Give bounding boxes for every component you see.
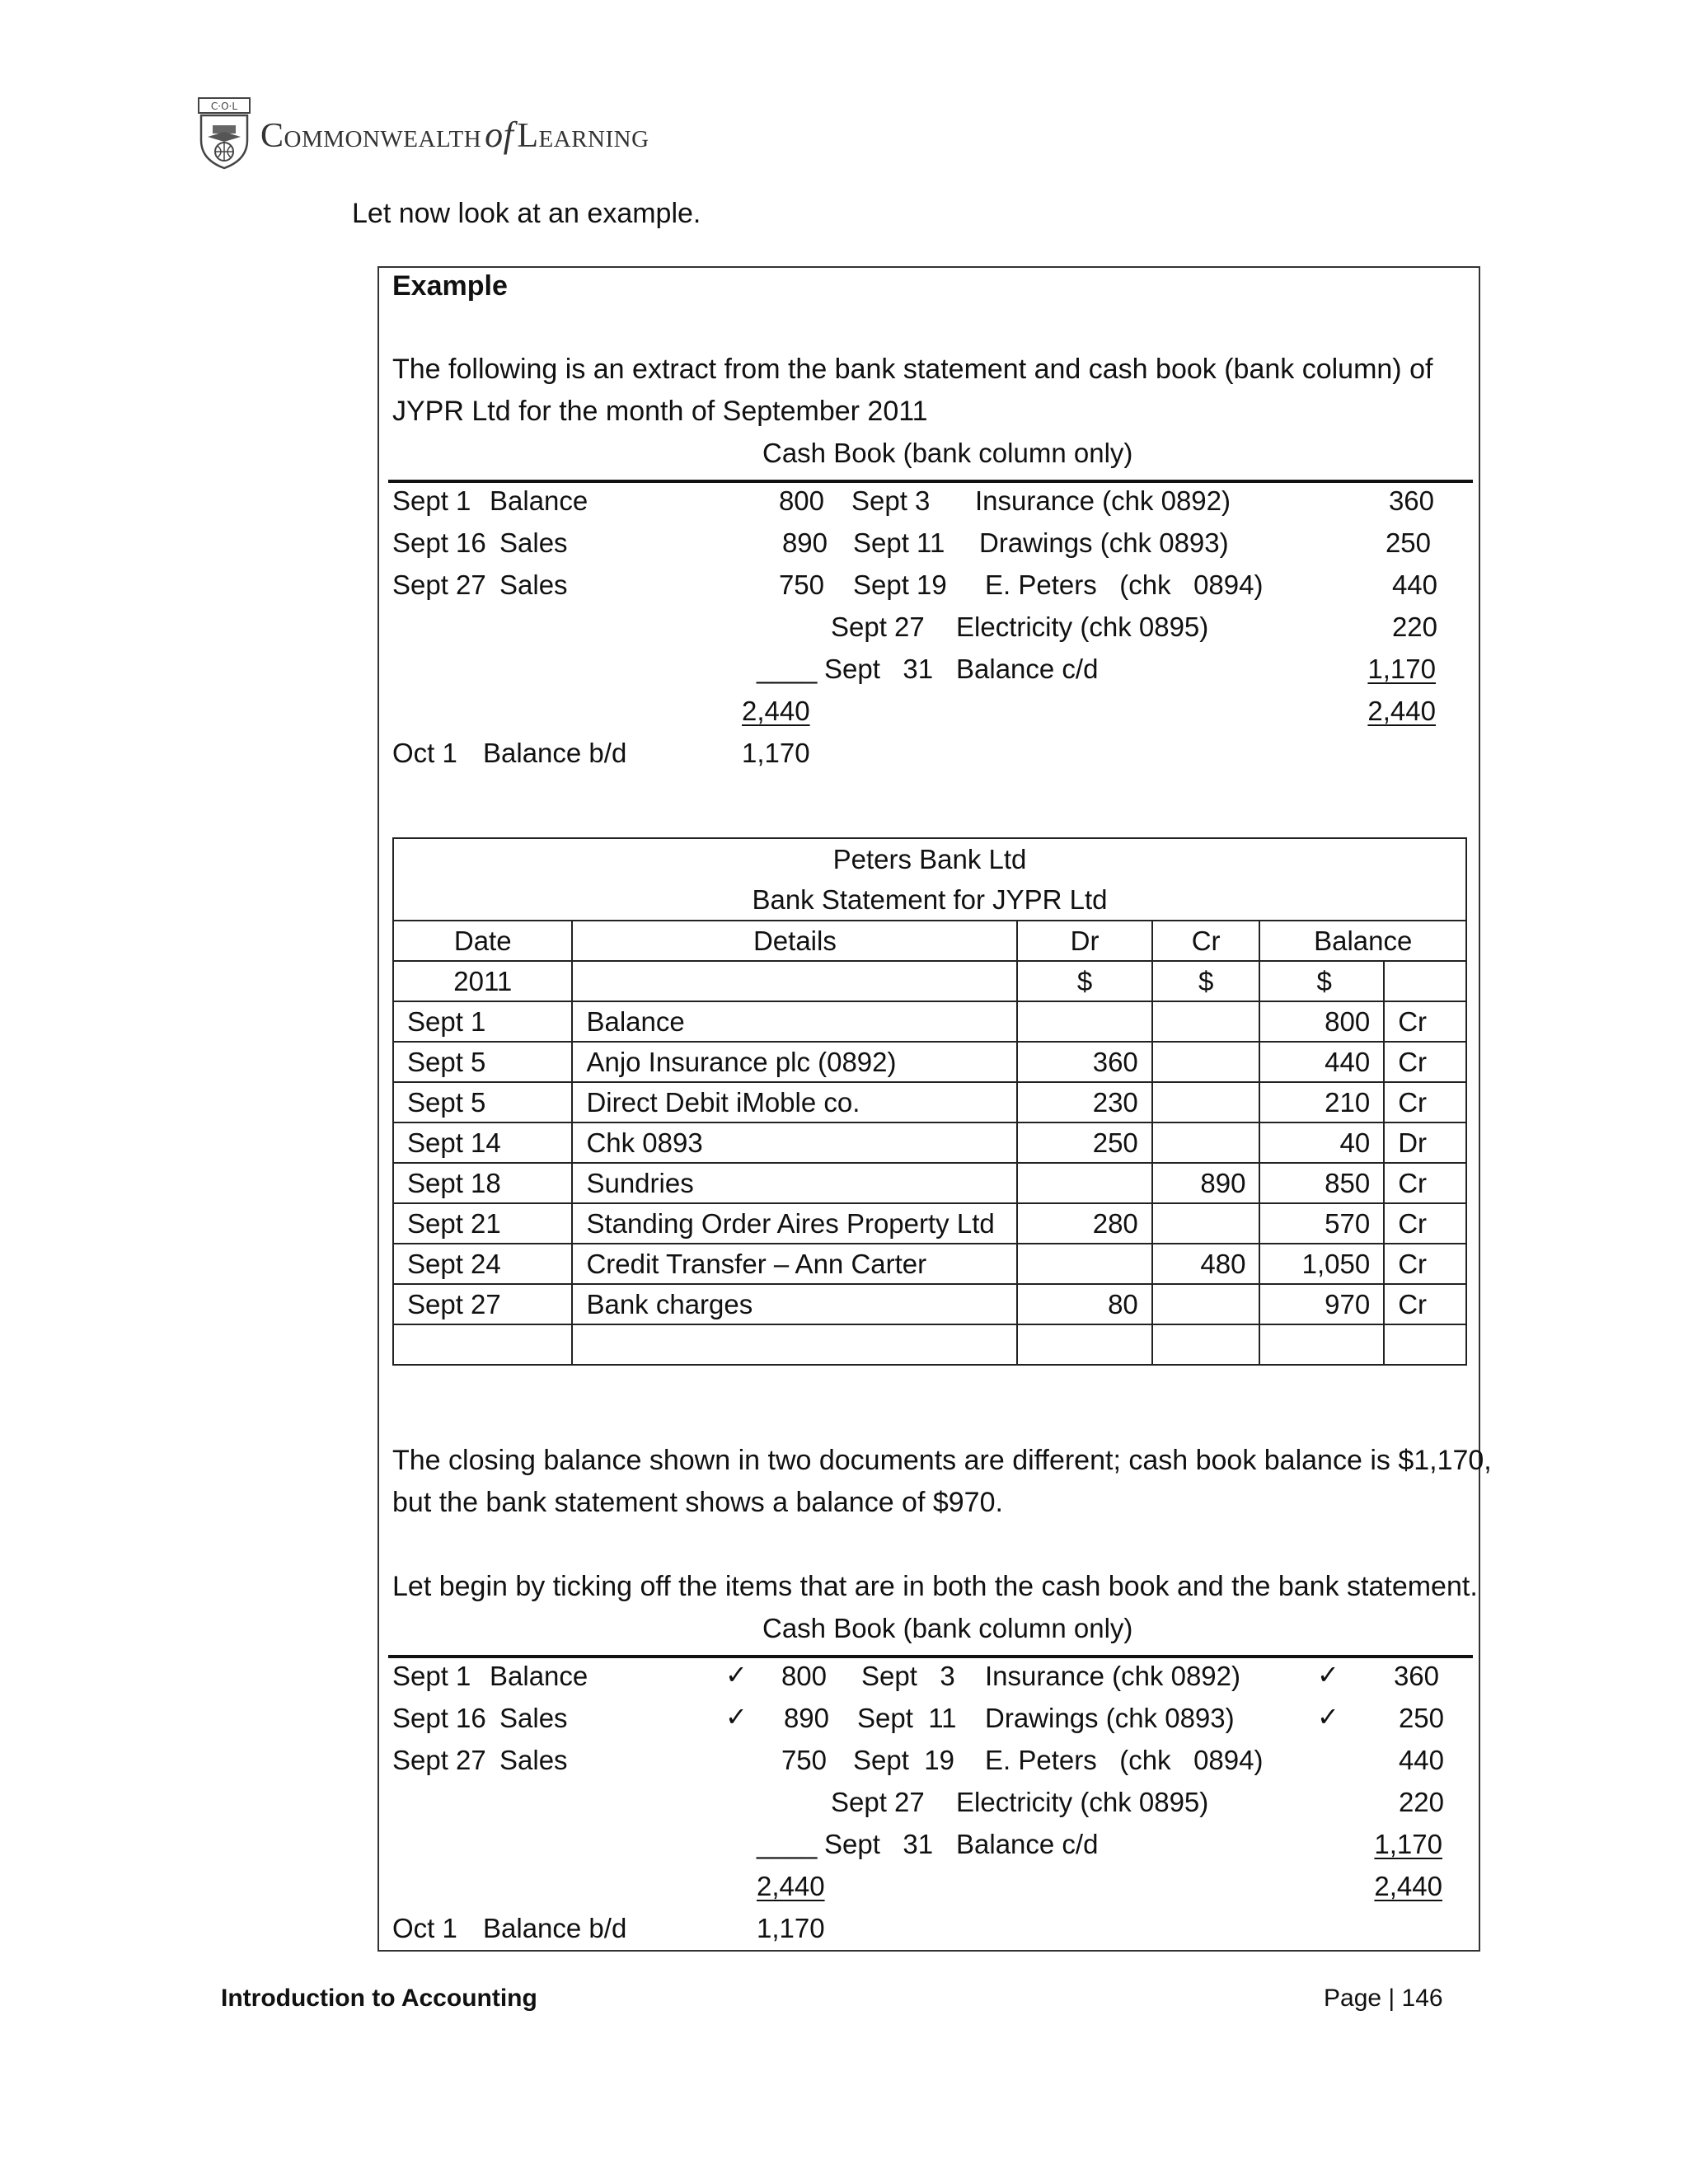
cb1-bd-date: Oct 1 bbox=[392, 738, 457, 768]
row-cr bbox=[1152, 1042, 1260, 1082]
row-side: Cr bbox=[1384, 1042, 1466, 1082]
cb2-debit-date-1: Sept 16 bbox=[392, 1703, 486, 1733]
row-dr: 80 bbox=[1017, 1284, 1151, 1324]
cb1-total-debit: 2,440 bbox=[742, 696, 810, 726]
row-cr bbox=[1152, 1082, 1260, 1122]
row-balance: 850 bbox=[1259, 1163, 1384, 1203]
row-balance: 440 bbox=[1259, 1042, 1384, 1082]
row-side: Cr bbox=[1384, 1284, 1466, 1324]
row-side: Cr bbox=[1384, 1001, 1466, 1042]
cb1-debit-amount-1: 890 bbox=[781, 527, 828, 558]
row-details: Balance bbox=[572, 1001, 1017, 1042]
row-balance: 970 bbox=[1259, 1284, 1384, 1324]
closing-line1: The closing balance shown in two documents are different; cash book balance is $1,170, bbox=[392, 1445, 1492, 1476]
cb1-debit-desc-1: Sales bbox=[499, 527, 568, 558]
cb1-credit-desc-4: Balance c/d bbox=[956, 654, 1099, 684]
row-date: Sept 18 bbox=[393, 1163, 572, 1203]
col-logo-text bbox=[260, 114, 649, 156]
row-cr: 480 bbox=[1152, 1244, 1260, 1284]
cb1-debit-amount-0: 800 bbox=[778, 485, 824, 516]
row-cr: 890 bbox=[1152, 1163, 1260, 1203]
bank-subheader-details bbox=[572, 961, 1017, 1001]
table-row bbox=[393, 1284, 1466, 1324]
check-mark-icon: ✓ bbox=[725, 1701, 748, 1732]
cb2-total-debit: 2,440 bbox=[757, 1871, 825, 1901]
row-dr: 360 bbox=[1017, 1042, 1151, 1082]
cb2-credit-date-1: Sept 11 bbox=[857, 1703, 957, 1733]
row-balance bbox=[1259, 1324, 1384, 1365]
table-row bbox=[393, 1001, 1466, 1042]
cb2-debit-desc-0: Balance bbox=[490, 1661, 588, 1691]
row-side bbox=[1384, 1324, 1466, 1365]
row-side: Cr bbox=[1384, 1244, 1466, 1284]
bank-subheader-cr: $ bbox=[1152, 961, 1260, 1001]
bank-subheader-side bbox=[1384, 961, 1466, 1001]
table-row bbox=[393, 1244, 1466, 1284]
bank-header-date: Date bbox=[393, 921, 572, 961]
cb1-credit-desc-2: E. Peters (chk 0894) bbox=[985, 569, 1264, 600]
cb1-total-credit: 2,440 bbox=[1367, 696, 1436, 726]
closing-line2: but the bank statement shows a balance of $970. bbox=[392, 1487, 1003, 1518]
bank-subheader-balance: $ bbox=[1259, 961, 1384, 1001]
bank-header-balance: Balance bbox=[1259, 921, 1466, 961]
row-dr: 280 bbox=[1017, 1203, 1151, 1244]
cb1-debit-amount-2: 750 bbox=[778, 569, 824, 600]
cb2-credit-amount-2: 440 bbox=[1398, 1745, 1444, 1775]
row-cr bbox=[1152, 1001, 1260, 1042]
bank-subheader-date: 2011 bbox=[393, 961, 572, 1001]
cb2-blank-line: ____ bbox=[757, 1829, 818, 1859]
row-cr bbox=[1152, 1122, 1260, 1163]
row-cr bbox=[1152, 1203, 1260, 1244]
row-details: Standing Order Aires Property Ltd bbox=[572, 1203, 1017, 1244]
cb2-credit-desc-3: Electricity (chk 0895) bbox=[956, 1787, 1209, 1817]
table-row bbox=[393, 1082, 1466, 1122]
cb1-debit-date-2: Sept 27 bbox=[392, 569, 486, 600]
row-date: Sept 14 bbox=[393, 1122, 572, 1163]
footer-title: Introduction to Accounting bbox=[221, 1985, 537, 2012]
cb2-credit-date-3: Sept 27 bbox=[831, 1787, 925, 1817]
cb1-credit-date-0: Sept 3 bbox=[851, 485, 931, 516]
cb2-total-credit: 2,440 bbox=[1374, 1871, 1442, 1901]
cb1-debit-date-1: Sept 16 bbox=[392, 527, 486, 558]
intro-text: Let now look at an example. bbox=[352, 198, 701, 229]
cb2-credit-desc-0: Insurance (chk 0892) bbox=[985, 1661, 1241, 1691]
bank-name: Peters Bank Ltd bbox=[393, 838, 1466, 879]
logo-name-of: of bbox=[485, 115, 514, 155]
row-side: Cr bbox=[1384, 1203, 1466, 1244]
row-date: Sept 27 bbox=[393, 1284, 572, 1324]
row-details: Direct Debit iMoble co. bbox=[572, 1082, 1017, 1122]
row-date bbox=[393, 1324, 572, 1365]
cb2-debit-desc-2: Sales bbox=[499, 1745, 568, 1775]
cb2-bd-amount: 1,170 bbox=[757, 1913, 825, 1943]
cb1-credit-date-3: Sept 27 bbox=[831, 612, 925, 642]
row-date: Sept 24 bbox=[393, 1244, 572, 1284]
cb2-credit-date-4: Sept 31 bbox=[824, 1829, 934, 1859]
cb2-credit-amount-0: 360 bbox=[1393, 1661, 1439, 1691]
bank-name-row bbox=[393, 838, 1466, 879]
bank-statement-table bbox=[392, 837, 1467, 1366]
logo-name-part2: Learning bbox=[517, 117, 649, 155]
row-details: Bank charges bbox=[572, 1284, 1017, 1324]
cb1-debit-date-0: Sept 1 bbox=[392, 485, 471, 516]
cb1-credit-amount-0: 360 bbox=[1388, 485, 1434, 516]
row-date: Sept 5 bbox=[393, 1042, 572, 1082]
bank-subheader-dr: $ bbox=[1017, 961, 1151, 1001]
row-dr bbox=[1017, 1324, 1151, 1365]
cb1-bd-desc: Balance b/d bbox=[483, 738, 627, 768]
row-balance: 40 bbox=[1259, 1122, 1384, 1163]
cb1-credit-desc-3: Electricity (chk 0895) bbox=[956, 612, 1209, 642]
row-details: Credit Transfer – Ann Carter bbox=[572, 1244, 1017, 1284]
cb2-debit-desc-1: Sales bbox=[499, 1703, 568, 1733]
footer-page-number: Page | 146 bbox=[1324, 1985, 1443, 2012]
cb2-debit-amount-0: 800 bbox=[781, 1661, 827, 1691]
cb2-credit-amount-4: 1,170 bbox=[1374, 1829, 1442, 1859]
cb2-credit-amount-3: 220 bbox=[1398, 1787, 1444, 1817]
cb2-credit-desc-2: E. Peters (chk 0894) bbox=[985, 1745, 1264, 1775]
row-balance: 210 bbox=[1259, 1082, 1384, 1122]
row-balance: 570 bbox=[1259, 1203, 1384, 1244]
cb2-credit-date-2: Sept 19 bbox=[853, 1745, 954, 1775]
cash-book-rule bbox=[388, 480, 1473, 483]
row-balance: 1,050 bbox=[1259, 1244, 1384, 1284]
cb1-blank-line: ____ bbox=[757, 654, 818, 684]
cb2-bd-date: Oct 1 bbox=[392, 1913, 457, 1943]
row-side: Cr bbox=[1384, 1082, 1466, 1122]
row-date: Sept 21 bbox=[393, 1203, 572, 1244]
bank-header-row bbox=[393, 921, 1466, 961]
example-intro-line2: JYPR Ltd for the month of September 2011 bbox=[392, 396, 928, 427]
cb2-credit-date-0: Sept 3 bbox=[861, 1661, 955, 1691]
row-dr bbox=[1017, 1244, 1151, 1284]
bank-subheader-row bbox=[393, 961, 1466, 1001]
cb1-credit-desc-1: Drawings (chk 0893) bbox=[979, 527, 1229, 558]
row-side: Cr bbox=[1384, 1163, 1466, 1203]
cb2-debit-date-2: Sept 27 bbox=[392, 1745, 486, 1775]
table-row bbox=[393, 1122, 1466, 1163]
row-details bbox=[572, 1324, 1017, 1365]
table-row bbox=[393, 1042, 1466, 1082]
row-dr: 250 bbox=[1017, 1122, 1151, 1163]
row-details: Anjo Insurance plc (0892) bbox=[572, 1042, 1017, 1082]
row-date: Sept 1 bbox=[393, 1001, 572, 1042]
cb1-credit-amount-4: 1,170 bbox=[1367, 654, 1436, 684]
table-row bbox=[393, 1324, 1466, 1365]
cb1-credit-date-2: Sept 19 bbox=[853, 569, 947, 600]
cb1-bd-amount: 1,170 bbox=[742, 738, 810, 768]
bank-title-row bbox=[393, 879, 1466, 921]
logo-emblem-text: C·O·L bbox=[210, 101, 238, 112]
row-details: Sundries bbox=[572, 1163, 1017, 1203]
row-cr bbox=[1152, 1284, 1260, 1324]
col-logo-emblem bbox=[198, 97, 251, 170]
cb1-credit-date-1: Sept 11 bbox=[853, 527, 945, 558]
logo-name-part1: Commonwealth bbox=[260, 117, 482, 155]
check-mark-icon: ✓ bbox=[725, 1659, 748, 1690]
row-dr bbox=[1017, 1163, 1151, 1203]
example-intro-line1: The following is an extract from the bank statement and cash book (bank column) of bbox=[392, 354, 1433, 385]
row-cr bbox=[1152, 1324, 1260, 1365]
cb2-credit-desc-1: Drawings (chk 0893) bbox=[985, 1703, 1235, 1733]
cb1-credit-date-4: Sept 31 bbox=[824, 654, 934, 684]
example-title: Example bbox=[392, 270, 508, 302]
row-details: Chk 0893 bbox=[572, 1122, 1017, 1163]
check-mark-icon: ✓ bbox=[1317, 1659, 1339, 1690]
cb2-credit-desc-4: Balance c/d bbox=[956, 1829, 1099, 1859]
check-mark-icon: ✓ bbox=[1317, 1701, 1339, 1732]
table-row bbox=[393, 1163, 1466, 1203]
cb2-bd-desc: Balance b/d bbox=[483, 1913, 627, 1943]
cash-book2-rule bbox=[388, 1655, 1473, 1658]
row-side: Dr bbox=[1384, 1122, 1466, 1163]
ticking-line: Let begin by ticking off the items that are in both the cash book and the bank statement. bbox=[392, 1571, 1478, 1602]
bank-header-dr: Dr bbox=[1017, 921, 1151, 961]
cb1-credit-amount-1: 250 bbox=[1385, 527, 1431, 558]
cb2-debit-amount-2: 750 bbox=[781, 1745, 827, 1775]
row-balance: 800 bbox=[1259, 1001, 1384, 1042]
row-dr bbox=[1017, 1001, 1151, 1042]
cb1-credit-desc-0: Insurance (chk 0892) bbox=[975, 485, 1231, 516]
cb1-credit-amount-2: 440 bbox=[1391, 569, 1437, 600]
row-date: Sept 5 bbox=[393, 1082, 572, 1122]
bank-statement-title: Bank Statement for JYPR Ltd bbox=[393, 879, 1466, 921]
cb1-debit-desc-2: Sales bbox=[499, 569, 568, 600]
cb2-credit-amount-1: 250 bbox=[1398, 1703, 1444, 1733]
bank-header-cr: Cr bbox=[1152, 921, 1260, 961]
cb1-credit-amount-3: 220 bbox=[1391, 612, 1437, 642]
bank-header-details: Details bbox=[572, 921, 1017, 961]
cb2-debit-date-0: Sept 1 bbox=[392, 1661, 471, 1691]
cb2-debit-amount-1: 890 bbox=[783, 1703, 829, 1733]
cash-book-title: Cash Book (bank column only) bbox=[762, 438, 1133, 468]
row-dr: 230 bbox=[1017, 1082, 1151, 1122]
cash-book2-title: Cash Book (bank column only) bbox=[762, 1613, 1133, 1643]
table-row bbox=[393, 1203, 1466, 1244]
cb1-debit-desc-0: Balance bbox=[490, 485, 588, 516]
